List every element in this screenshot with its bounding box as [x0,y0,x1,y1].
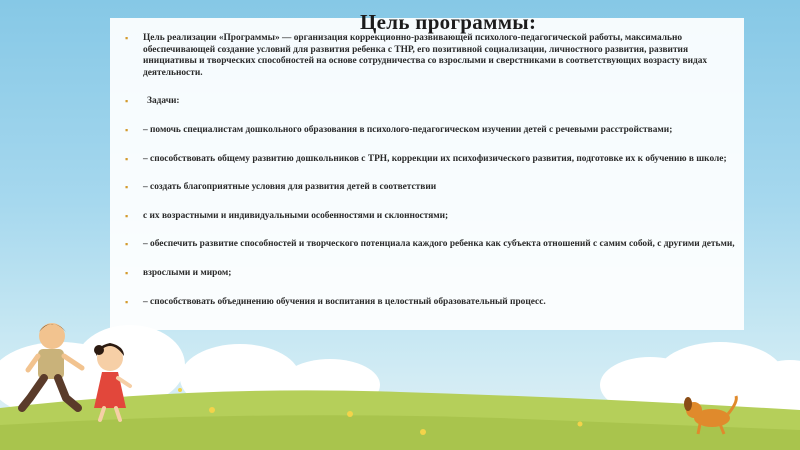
list-item [125,239,735,251]
list-item [125,125,735,137]
list-item [125,268,735,280]
list-item-text: Цель реализации «Программы» — организация коррекционно-развивающей психолого-педагогической работы, максимально обеспечивающей создание условий для развития ребенка с ТНР, его позитивной социализации, личностного развития, развития инициативы и творческих способностей на основе сотрудничества со взрослыми и сверстниками в соответствующих возрасту видах деятельности. [143,33,708,78]
list-item-text: Задачи: [147,96,180,107]
bullet-icon: ▪ [125,296,129,307]
list-item [125,154,735,166]
content-list [125,33,735,308]
list-item-text: – способствовать общему развитию дошкольников с ТРН, коррекции их психофизического развития, подготовке их к обучению в школе; [143,153,727,164]
list-item-text: – помочь специалистам дошкольного образования в психолого-педагогическом изучении детей с речевыми расстройствами; [143,124,673,135]
bullet-icon: ▪ [125,239,129,250]
list-item-text: – обеспечить развитие способностей и творческого потенциала каждого ребенка как субъекта отношений с самим собой, с другими детьми, [143,239,735,250]
list-item-text: с их возрастными и индивидуальными особенностями и склонностями; [143,210,449,221]
bullet-icon: ▪ [125,267,129,278]
list-item [125,297,735,309]
tasks-heading [125,96,735,108]
list-item-text: – создать благоприятные условия для развития детей в соответствии [143,182,437,193]
bullet-icon: ▪ [125,124,129,135]
list-item [125,182,735,194]
bullet-icon: ▪ [125,210,129,221]
bullet-icon: ▪ [125,96,129,107]
list-item-text: – способствовать объединению обучения и воспитания в целостный образовательный процесс. [143,296,546,307]
bullet-icon: ▪ [125,182,129,193]
list-item [125,211,735,223]
goal-paragraph [125,33,735,79]
bullet-icon: ▪ [125,33,129,43]
bullet-icon: ▪ [125,153,129,164]
list-item-text: взрослыми и миром; [143,267,232,278]
slide-title: Цель программы: [360,10,537,34]
